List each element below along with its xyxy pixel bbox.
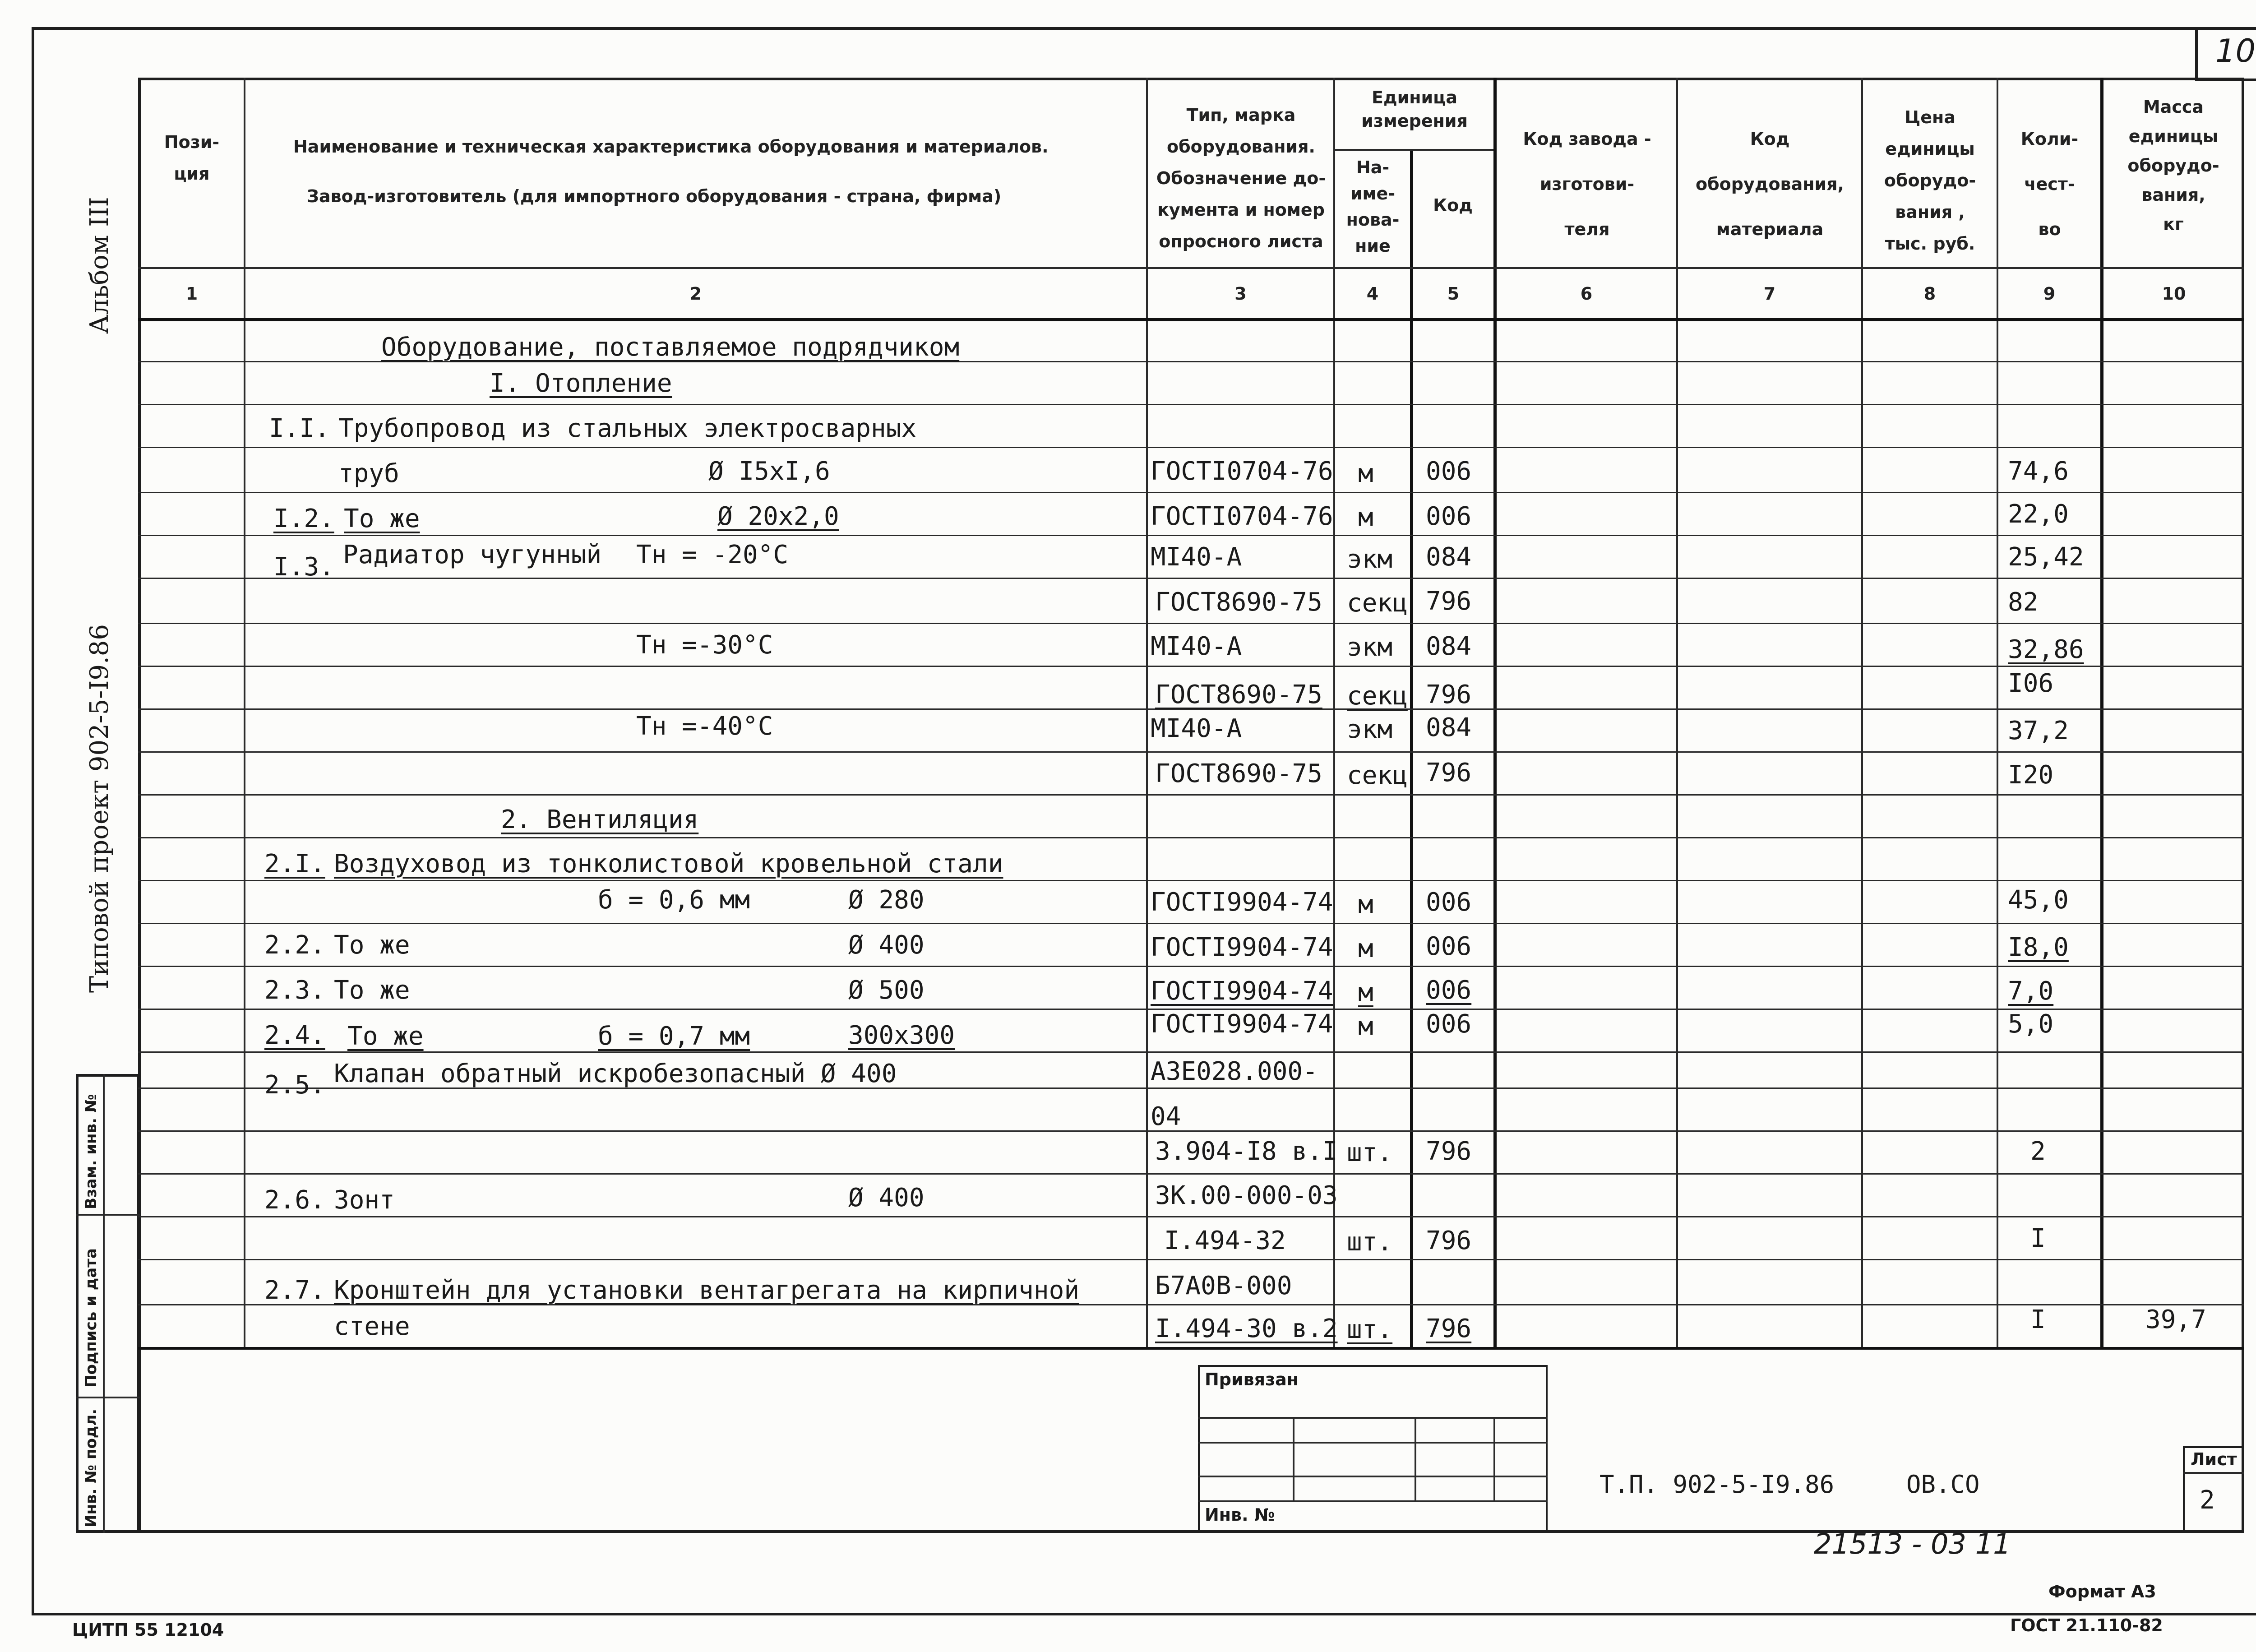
row-qty: I [2030,1224,2046,1253]
sheet-number: 2 [2200,1485,2215,1515]
row-doc: 04 [1151,1102,1181,1131]
hdr-col9: Коли- чест- во [2020,129,2079,239]
row-name: стене [334,1312,410,1341]
hdr-col10: Масса единицы оборудо- вания, кг [2127,97,2219,234]
hdr-col1: Пози- ция [164,132,220,184]
row-doc: ГОСТI9904-74 [1151,976,1333,1006]
stamp-vzam-inv: Взам. инв. № [82,1094,100,1209]
row-pos: 2.I. [264,849,325,879]
row-doc: ГОСТ8690-75 [1155,759,1322,788]
row-pos: I.I. [269,414,330,443]
row-qty: 37,2 [2008,716,2069,745]
attached-label: Привязан [1205,1370,1299,1389]
cipt-label: ЦИТП 55 12104 [72,1620,224,1640]
doc-code: ОВ.СО [1906,1470,1980,1499]
row-mass: 39,7 [2145,1305,2206,1334]
inv-label: Инв. № [1205,1505,1275,1525]
row-qty: 45,0 [2008,885,2069,915]
row-code: 006 [1426,1009,1472,1039]
row-unit: экм [1347,545,1393,574]
row-unit: шт. [1347,1227,1393,1257]
row-unit: м [1358,890,1373,919]
hdr-col2: Наименование и техническая характеристика оборудования и материалов. Завод-изготовитель (для импортного оборудования - страна, фирма) [293,137,1049,206]
row-size: Тн = -20°С [636,540,789,569]
colnum-3: 3 [1234,284,1247,304]
row-doc: ГОСТ8690-75 [1155,588,1322,617]
row-doc: МI40-А [1151,542,1242,572]
sheet-corner-number: 10 [2215,32,2256,69]
row-qty: 32,86 [2008,635,2084,664]
row-qty: I06 [2008,669,2054,698]
row-qty: I20 [2008,760,2054,790]
sheet-label: Лист [2191,1449,2237,1469]
row-code: 006 [1426,457,1472,486]
gost-label: ГОСТ 21.110-82 [2010,1615,2163,1635]
row-unit: м [1358,1012,1373,1041]
row-code: 796 [1426,1137,1472,1166]
row-pos: 2.2. [264,930,325,960]
row-qty: 82 [2008,588,2039,617]
handwritten-number: 21513 - 03 11 [1814,1527,2011,1560]
colnum-8: 8 [1923,284,1936,304]
row-doc: Б7А0В-000 [1155,1271,1292,1300]
row-pos: 2.7. [264,1276,325,1305]
row-unit: секц [1347,761,1408,790]
row-code: 084 [1426,542,1472,572]
row-size: Тн =-40°С [636,712,773,741]
row-pos: I.3. [273,552,334,582]
row-doc: 3.904-I8 в.I [1155,1137,1338,1166]
row-name: Кронштейн для установки вентагрегата на кирпичной [334,1276,1080,1305]
row-unit: м [1358,978,1373,1007]
hdr-col3: Тип, марка оборудования. Обозначение до- кумента и номер опросного листа [1156,105,1326,251]
row-name: Трубопровод из стальных электросварных [338,414,917,443]
row-name: То же [334,930,410,960]
row-doc: ГОСТ8690-75 [1155,680,1322,709]
row-qty: I [2030,1305,2046,1334]
row-size: Тн =-30°С [636,630,773,660]
row-name: Клапан обратный искробезопасный Ø 400 [334,1059,897,1088]
row-doc: ГОСТI0704-76 [1151,502,1333,531]
row-doc: ГОСТI9904-74 [1151,888,1333,917]
row-name: б = 0,6 мм [598,885,750,915]
row-qty: I8,0 [2008,933,2069,962]
row-unit: м [1358,459,1373,488]
row-code: 796 [1426,1314,1472,1343]
row-qty: 74,6 [2008,457,2069,486]
row-name: То же [344,504,420,533]
row-doc: МI40-А [1151,632,1242,661]
row-pos: I.2. [273,504,334,533]
row-pos: 2.4. [264,1021,325,1050]
row-qty: 25,42 [2008,542,2084,572]
row-name: То же [334,976,410,1005]
row-size: Ø 280 [848,885,925,915]
row-qty: 5,0 [2008,1009,2054,1039]
row-code: 006 [1426,932,1472,961]
colnum-10: 10 [2162,284,2186,304]
row-name: Воздуховод из тонколистовой кровельной стали [334,849,1003,879]
row-name: труб [338,459,399,488]
row-unit: м [1358,934,1373,963]
row-name: Радиатор чугунный [343,540,602,569]
row-size: Ø 400 [848,930,925,960]
colnum-6: 6 [1580,284,1593,304]
row-code: 084 [1426,713,1472,742]
row-size: Ø I5xI,6 [708,457,830,486]
colnum-2: 2 [689,284,702,304]
section-heating-heading: I. Отопление [490,369,672,398]
colnum-1: 1 [185,284,198,304]
row-doc: А3Е028.000- [1151,1057,1318,1086]
row-unit: шт. [1347,1315,1393,1344]
row-unit: экм [1347,715,1393,744]
row-qty: 7,0 [2008,976,2054,1006]
row-code: 084 [1426,632,1472,661]
row-unit: секц [1347,681,1408,711]
project-label: Типовой проект 902-5-I9.86 [85,624,114,993]
colnum-7: 7 [1763,284,1776,304]
row-code: 796 [1426,758,1472,787]
row-code: 006 [1426,502,1472,531]
row-qty: 22,0 [2008,500,2069,529]
colnum-5: 5 [1447,284,1460,304]
section-ventilation-heading: 2. Вентиляция [501,805,699,834]
designation: Т.П. 902-5-I9.86 [1600,1470,1835,1499]
row-pos: 2.6. [264,1185,325,1215]
row-size: Ø 20x2,0 [717,502,839,531]
row-size: Ø 400 [848,1183,925,1212]
hdr-col4: На- име- нова- ние [1346,157,1400,256]
stamp-podpis-data: Подпись и дата [82,1248,100,1388]
hdr-col8: Цена единицы оборудо- вания , тыс. руб. [1884,107,1976,254]
row-doc: 3К.00-000-03 [1155,1181,1338,1210]
row-name: То же [347,1022,424,1051]
hdr-col6: Код завода - изготови- теля [1523,129,1651,239]
row-size: Ø 500 [848,976,925,1005]
row-pos: 2.5. [264,1070,325,1100]
row-doc: I.494-30 в.2 [1155,1314,1338,1343]
row-doc: ГОСТI9904-74 [1151,1009,1333,1039]
stamp-inv-podl: Инв. № подл. [82,1408,100,1527]
row-code: 006 [1426,888,1472,917]
row-name: Зонт [334,1185,395,1215]
format-label: Формат А3 [2048,1582,2156,1601]
row-unit: экм [1347,633,1393,662]
row-doc: ГОСТI9904-74 [1151,933,1333,962]
row-extra: б = 0,7 мм [598,1022,750,1051]
hdr-col7: Код оборудования, материала [1696,129,1844,239]
row-doc: I.494-32 [1164,1226,1286,1255]
row-unit: шт. [1347,1138,1393,1167]
colnum-9: 9 [2043,284,2056,304]
section-contractor-heading: Оборудование, поставляемое подрядчиком [381,333,960,362]
colnum-4: 4 [1366,284,1379,304]
hdr-col5: Код [1433,195,1473,215]
row-size: 300x300 [848,1021,955,1050]
row-code: 006 [1426,976,1472,1005]
row-code: 796 [1426,1226,1472,1255]
row-unit: секц [1347,588,1408,618]
row-pos: 2.3. [264,976,325,1005]
row-code: 796 [1426,587,1472,616]
row-code: 796 [1426,680,1472,709]
row-unit: м [1358,503,1373,532]
album-label: Альбом III [85,197,114,334]
row-qty: 2 [2030,1137,2046,1166]
row-doc: ГОСТI0704-76 [1151,457,1333,486]
row-doc: МI40-А [1151,714,1242,743]
hdr-unit-title: Единица измерения [1361,88,1468,131]
